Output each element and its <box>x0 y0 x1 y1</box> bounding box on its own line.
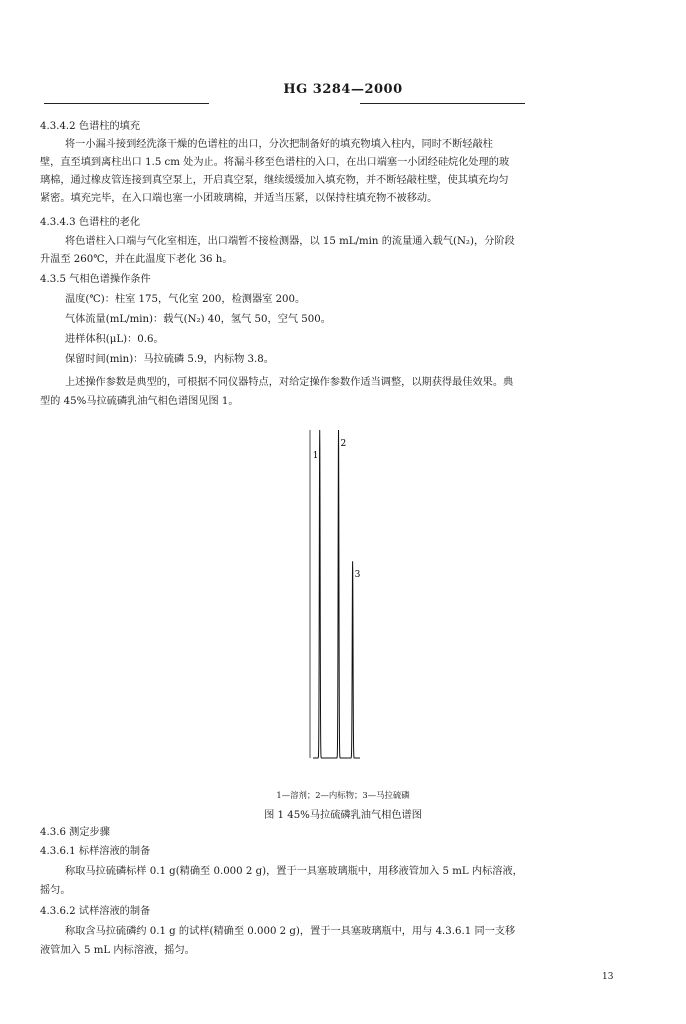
paragraph-line: 将色谱柱入口端与气化室相连，出口端暂不接检测器，以 15 mL/min 的流量通入载气(N₂)，分阶段 <box>65 236 515 247</box>
condition-retention-time: 保留时间(min)：马拉硫磷 5.9，内标物 3.8。 <box>65 354 274 365</box>
chromatogram-figure <box>260 430 420 770</box>
header-rule-right <box>360 103 525 104</box>
heading-4-3-4-3: 4.3.4.3 色谱柱的老化 <box>40 217 141 228</box>
peak-label-2: 2 <box>340 439 347 449</box>
heading-4-3-6: 4.3.6 测定步骤 <box>40 827 110 838</box>
paragraph-line: 称取马拉硫磷标样 0.1 g(精确至 0.000 2 g)，置于一具塞玻璃瓶中，用移液管加入 5 mL 内标溶液， <box>65 866 523 877</box>
paragraph-line: 壁，直至填到离柱出口 1.5 cm 处为止。将漏斗移至色谱柱的入口，在出口端塞一小团经硅烷化处理的玻 <box>40 157 510 168</box>
page-header: HG 3284—2000 <box>283 82 403 97</box>
condition-temperature: 温度(℃)：柱室 175，气化室 200，检测器室 200。 <box>65 294 306 305</box>
paragraph-line: 上述操作参数是典型的，可根据不同仪器特点，对给定操作参数作适当调整，以期获得最佳效果。典 <box>65 377 514 388</box>
paragraph-line: 型的 45%马拉硫磷乳油气相色谱图见图 1。 <box>40 396 239 407</box>
peak-label-3: 3 <box>354 570 361 581</box>
paragraph-line: 将一小漏斗接到经洗涤干燥的色谱柱的出口，分次把制备好的填充物填入柱内，同时不断轻敲柱 <box>65 139 493 150</box>
condition-injection-volume: 进样体积(μL)：0.6。 <box>65 334 164 345</box>
heading-4-3-6-2: 4.3.6.2 试样溶液的制备 <box>40 906 151 917</box>
figure-caption: 图 1 45%马拉硫磷乳油气相色谱图 <box>264 810 422 821</box>
paragraph-line: 摇匀。 <box>40 885 71 896</box>
paragraph-line: 紧密。填充完毕，在入口端也塞一小团玻璃棉，并适当压紧，以保持柱填充物不被移动。 <box>40 193 438 204</box>
paragraph-line: 液管加入 5 mL 内标溶液，摇匀。 <box>40 945 195 956</box>
heading-4-3-5: 4.3.5 气相色谱操作条件 <box>40 274 151 285</box>
page-number: 13 <box>602 972 614 982</box>
paragraph-line: 升温至 260℃，并在此温度下老化 36 h。 <box>40 254 233 265</box>
paragraph-line: 称取含马拉硫磷约 0.1 g 的试样(精确至 0.000 2 g)，置于一具塞玻璃瓶中，用与 4.3.6.1 同一支移 <box>65 926 516 937</box>
figure-legend: 1—溶剂；2—内标物；3—马拉硫磷 <box>276 790 410 800</box>
chromatogram-trace <box>313 430 360 758</box>
paragraph-line: 璃棉，通过橡皮管连接到真空泵上，开启真空泵，继续缓缓加入填充物，并不断轻敲柱壁，使其填充均匀 <box>40 175 509 186</box>
heading-4-3-6-1: 4.3.6.1 标样溶液的制备 <box>40 846 151 857</box>
header-rule-left <box>44 103 209 104</box>
condition-gas-flow: 气体流量(mL/min)：载气(N₂) 40，氢气 50，空气 500。 <box>65 314 331 325</box>
peak-label-1: 1 <box>312 451 319 461</box>
heading-4-3-4-2: 4.3.4.2 色谱柱的填充 <box>40 121 141 132</box>
